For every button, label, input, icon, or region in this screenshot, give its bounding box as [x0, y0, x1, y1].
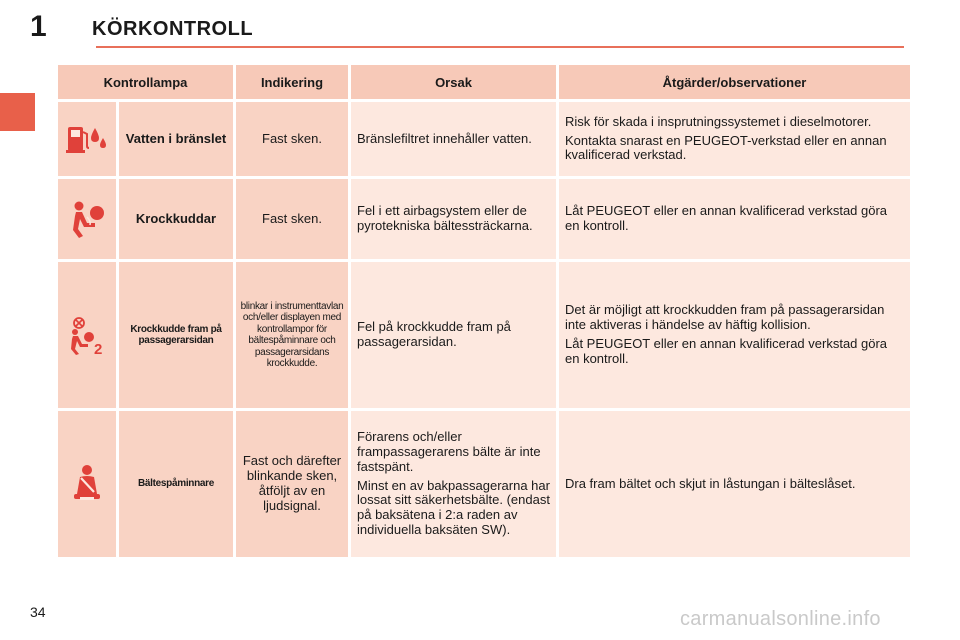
- column-header-cause: Orsak: [351, 65, 556, 99]
- watermark: carmanualsonline.info: [680, 608, 881, 630]
- cause-text: Minst en av bakpassagerarna har lossat sitt säkerhetsbälte. (endast på baksätena i 2:a raden av individuella baksäten SW).: [357, 477, 550, 538]
- row-water-in-fuel-actions: [559, 102, 910, 176]
- svg-text:2: 2: [94, 341, 103, 355]
- cause-text: Förarens och/eller frampassagerarens bälte är inte fastspänt.: [357, 428, 541, 474]
- row-water-in-fuel-icon-cell: [58, 102, 116, 176]
- water-in-fuel-icon: [65, 122, 109, 156]
- chapter-tab: [0, 93, 35, 131]
- row-passenger-airbag-name: Krockkudde fram på passagerarsidan: [119, 262, 233, 408]
- action-text: Kontakta snarast en PEUGEOT-verkstad eller en annan kvalificerad verkstad.: [565, 132, 887, 163]
- row-airbag-actions: [559, 179, 910, 259]
- row-water-in-fuel-name: Vatten i bränslet: [119, 102, 233, 176]
- cause-text: Fel i ett airbagsystem eller de pyrotekniska bältessträckarna.: [357, 203, 533, 233]
- row-airbag-cause: [351, 179, 556, 259]
- passenger-airbag-off-icon: [65, 315, 109, 355]
- row-airbag-indication: Fast sken.: [236, 179, 348, 259]
- row-seatbelt-actions: [559, 411, 910, 557]
- action-text: Dra fram bältet och skjut in låstungan i bälteslåset.: [565, 475, 856, 491]
- chapter-number: 1: [30, 10, 47, 43]
- action-text: Det är möjligt att krockkudden fram på passagerarsidan inte aktiveras i händelse av häftig kollision.: [565, 302, 885, 333]
- row-passenger-airbag-indication: blinkar i instrumenttavlan och/eller displayen med kontrollampor för bältespåminnare och passagerarsidans krockkudde.: [236, 262, 348, 408]
- row-water-in-fuel-cause: [351, 102, 556, 176]
- cause-text: Fel på krockkudde fram på passagerarsidan.: [357, 319, 511, 349]
- row-airbag-name: Krockkuddar: [119, 179, 233, 259]
- seatbelt-reminder-icon: [70, 464, 104, 504]
- action-text: Låt PEUGEOT eller en annan kvalificerad verkstad göra en kontroll.: [565, 336, 888, 366]
- row-seatbelt-name: Bältespåminnare: [119, 411, 233, 557]
- page-title: KÖRKONTROLL: [92, 18, 254, 40]
- action-text: Risk för skada i insprutningssystemet i dieselmotorer.: [565, 113, 872, 129]
- action-text: Låt PEUGEOT eller en annan kvalificerad verkstad göra en kontroll.: [565, 203, 888, 233]
- row-airbag-icon-cell: [58, 179, 116, 259]
- title-divider: [96, 46, 904, 48]
- row-passenger-airbag-actions: [559, 262, 910, 408]
- page-number: 34: [30, 604, 46, 620]
- column-header-lamp: Kontrollampa: [58, 65, 233, 99]
- row-seatbelt-cause: [351, 411, 556, 557]
- row-passenger-airbag-icon-cell: [58, 262, 116, 408]
- airbag-icon: [67, 199, 107, 239]
- row-passenger-airbag-cause: [351, 262, 556, 408]
- row-water-in-fuel-indication: Fast sken.: [236, 102, 348, 176]
- row-seatbelt-icon-cell: [58, 411, 116, 557]
- column-header-actions: Åtgärder/observationer: [559, 65, 910, 99]
- cause-text: Bränslefiltret innehåller vatten.: [357, 130, 532, 146]
- warning-lights-table: [58, 65, 904, 549]
- column-header-indication: Indikering: [236, 65, 348, 99]
- row-seatbelt-indication: Fast och därefter blinkande sken, åtföljt av en ljudsignal.: [236, 411, 348, 557]
